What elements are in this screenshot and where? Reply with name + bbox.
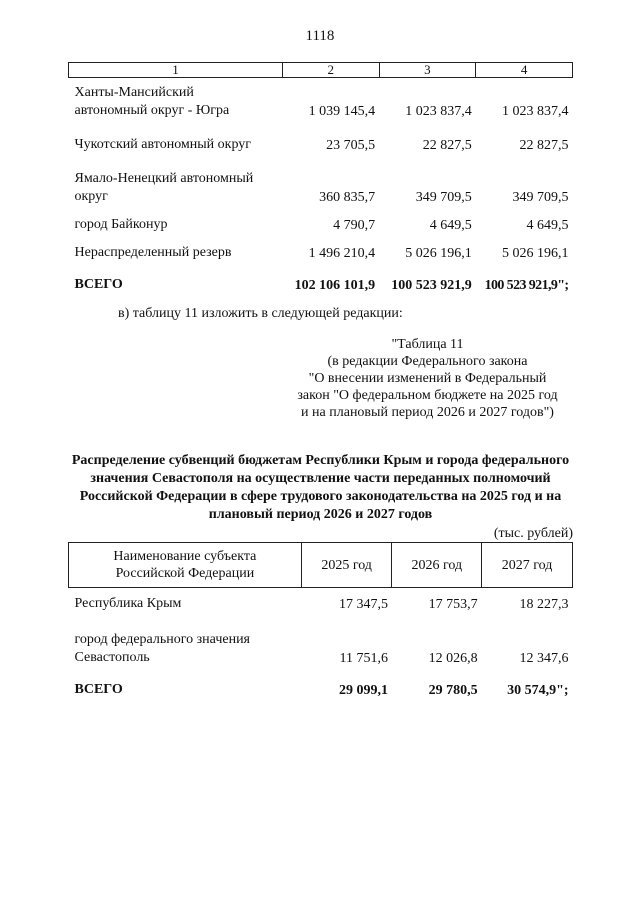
column-number-3: 3 xyxy=(379,63,476,78)
table-note: "Таблица 11 (в редакции Федерального закона "О внесении изменений в Федеральный закон "О федеральном бюджете на 2025 год и на плановый период 2026 и 2027 годов") xyxy=(297,337,558,420)
value-2026: 1 023 837,4 xyxy=(405,103,472,119)
value-2027: 12 347,6 xyxy=(519,650,569,666)
row-name: Республика Крым xyxy=(74,595,182,611)
value-2027: 1 023 837,4 xyxy=(502,103,569,119)
row-name: город Байконур xyxy=(74,216,168,232)
table-row xyxy=(69,78,573,120)
value-2027: 349 709,5 xyxy=(512,189,569,205)
table-row xyxy=(69,154,573,206)
total-2027: 30 574,9"; xyxy=(507,682,569,698)
header-2027: 2027 год xyxy=(482,543,573,588)
row-name: Чукотский автономный округ xyxy=(74,136,252,152)
total-2026: 29 780,5 xyxy=(428,682,478,698)
value-2025: 23 705,5 xyxy=(326,137,376,153)
column-number-1: 1 xyxy=(69,63,283,78)
value-2025: 1 039 145,4 xyxy=(308,103,376,119)
value-2026: 17 753,7 xyxy=(428,596,478,612)
value-2025: 17 347,5 xyxy=(338,596,388,612)
table-header-row xyxy=(69,63,573,78)
header-2026: 2026 год xyxy=(392,543,482,588)
table-row xyxy=(69,120,573,154)
table-row xyxy=(69,614,573,668)
table-row xyxy=(69,206,573,234)
column-number-4: 4 xyxy=(476,63,573,78)
value-2025: 360 835,7 xyxy=(319,189,376,205)
instruction-text: в) таблицу 11 изложить в следующей редакции: xyxy=(118,306,403,321)
total-2026: 100 523 921,9 xyxy=(391,277,472,293)
table-title: Распределение субвенций бюджетам Республики Крым и города федерального значения Севастополя на осуществление части переданных полномочий Российской Федерации в сфере трудового законодательства на 2025 год и на плановый период 2026 и 2027 годов xyxy=(71,453,570,522)
table-regions-continued xyxy=(68,62,573,294)
table-row xyxy=(69,588,573,614)
header-subject-name: Наименование субъекта Российской Федерации xyxy=(69,543,302,588)
table-total-row xyxy=(69,668,573,700)
total-2025: 29 099,1 xyxy=(338,682,388,698)
value-2025: 11 751,6 xyxy=(339,650,388,666)
total-2027: 100 523 921,9"; xyxy=(484,277,569,293)
row-name: Нераспределенный резерв xyxy=(74,244,232,260)
value-2027: 4 649,5 xyxy=(526,217,569,233)
column-number-2: 2 xyxy=(282,63,379,78)
total-label: ВСЕГО xyxy=(74,276,123,292)
page-number: 1118 xyxy=(305,28,335,44)
value-2026: 349 709,5 xyxy=(415,189,472,205)
total-label: ВСЕГО xyxy=(74,681,123,697)
units-label: (тыс. рублей) xyxy=(493,526,573,541)
row-name: Ямало-Ненецкий автономный округ xyxy=(74,170,254,204)
value-2025: 1 496 210,4 xyxy=(308,245,376,261)
table-row xyxy=(69,234,573,262)
value-2026: 12 026,8 xyxy=(428,650,478,666)
table-total-row xyxy=(69,262,573,294)
table-subventions xyxy=(68,542,573,700)
header-2025: 2025 год xyxy=(301,543,392,588)
value-2026: 4 649,5 xyxy=(429,217,472,233)
table-header-row xyxy=(69,543,573,588)
row-name: Ханты-Мансийский автономный округ - Югра xyxy=(74,84,230,118)
value-2027: 18 227,3 xyxy=(519,596,569,612)
value-2027: 22 827,5 xyxy=(519,137,569,153)
total-2025: 102 106 101,9 xyxy=(294,277,376,293)
row-name: город федерального значения Севастополь xyxy=(74,631,250,665)
value-2027: 5 026 196,1 xyxy=(502,245,569,261)
value-2025: 4 790,7 xyxy=(333,217,376,233)
value-2026: 22 827,5 xyxy=(422,137,472,153)
value-2026: 5 026 196,1 xyxy=(405,245,472,261)
